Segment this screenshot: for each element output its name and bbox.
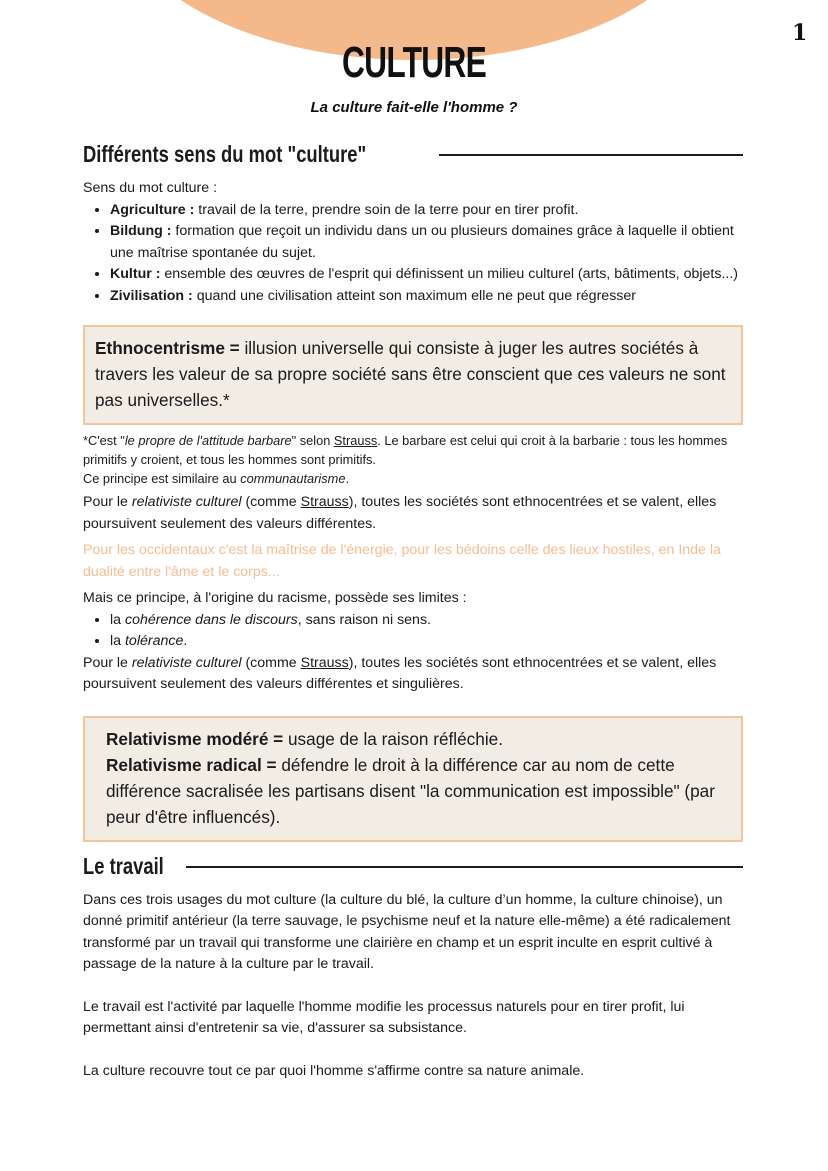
footnote-paragraph: *C'est "le propre de l'attitude barbare" selon Strauss. Le barbare est celui qui croit à la barbarie : tous les hommes primitifs y croient, et tous les hommes sont primitifs.: [83, 433, 728, 467]
list-item: [110, 200, 743, 222]
section-heading-text: Différents sens du mot "culture": [83, 141, 367, 168]
limits-list: [83, 610, 743, 653]
page-subtitle: La culture fait-elle l'homme ?: [310, 99, 518, 116]
travail-paragraph: Dans ces trois usages du mot culture (la culture du blé, la culture d’un homme, la culture chinoise), un donné primitif antérieur (la terre sauvage, le psychisme neuf et la nature elle-même) a été radicalement transformé par un travail qui transforme une clairière en champ et un esprit inculte en esprit cultivé à passage de la nature à la culture par le travail.: [83, 891, 731, 972]
page-title: CULTURE: [342, 38, 486, 87]
author-name: Strauss: [300, 654, 349, 671]
relativism-paragraph: Pour le relativiste culturel (comme Strauss), toutes les sociétés sont ethnocentrées et se valent, elles poursuivent seulement des valeurs différentes.: [83, 494, 717, 532]
definition-box-relativisme: [83, 716, 743, 842]
travail-paragraph: Le travail est l'activité par laquelle l'homme modifie les processus naturels pour en tirer profit, lui permettant ainsi d'entretenir sa vie, d'assurer sa subsistance.: [83, 998, 685, 1036]
author-name: Strauss: [333, 433, 378, 448]
footnote-paragraph: Ce principe est similaire au communautarisme.: [83, 471, 350, 486]
section-heading-text: Le travail: [83, 852, 164, 879]
term: Agriculture :: [110, 201, 195, 218]
travail-paragraph: La culture recouvre tout ce par quoi l'homme s'affirme contre sa nature animale.: [83, 1062, 585, 1079]
definition-line: Relativisme radical = défendre le droit à la différence car au nom de cette différence sacralisée les partisans disent "la communication est impossible" (par peur d'être influencés).: [106, 754, 715, 827]
section-heading-travail: [83, 850, 743, 884]
list-item: [110, 264, 743, 286]
definition: travail de la terre, prendre soin de la terre pour en tirer profit.: [194, 201, 579, 218]
definition: ensemble des œuvres de l'esprit qui définissent un milieu culturel (arts, bâtiments, objets...): [160, 266, 738, 282]
term: Bildung :: [110, 223, 172, 239]
definition-line: Relativisme modéré = usage de la raison réfléchie.: [106, 728, 503, 749]
definition: quand une civilisation atteint son maximum elle ne peut que régresser: [192, 287, 636, 304]
definition: formation que reçoit un individu dans un ou plusieurs domaines grâce à laquelle il obtient une maîtrise spontanée du sujet.: [110, 223, 734, 261]
page-number: 1: [792, 20, 808, 46]
section-heading-meanings: [83, 138, 743, 172]
definition-box-ethnocentrisme: [83, 325, 743, 425]
footnote: [83, 431, 743, 488]
relativism-paragraph-2: Pour le relativiste culturel (comme Strauss), toutes les sociétés sont ethnocentrées et se valent, elles poursuivent seulement des valeurs différentes et singulières.: [83, 654, 717, 692]
term: Ethnocentrisme =: [95, 338, 240, 358]
list-item: [110, 286, 743, 308]
heading-rule: [186, 866, 743, 868]
limits-intro: Mais ce principe, à l'origine du racisme, possède ses limites :: [83, 590, 467, 606]
examples-paragraph: Pour les occidentaux c'est la maîtrise de l'énergie, pour les bédoins celle des lieux hostiles, en Inde la dualité entre l'âme et le corps...: [83, 542, 721, 580]
author-name: Strauss: [300, 494, 349, 510]
meanings-list: [83, 200, 743, 308]
meanings-intro: Sens du mot culture :: [83, 180, 218, 196]
definition: illusion universelle qui consiste à juger les autres sociétés à travers les valeur de sa propre société sans être conscient que ces valeurs ne sont pas universelles.*: [95, 338, 726, 410]
list-item: [110, 221, 743, 264]
list-item: • la tolérance.: [110, 631, 743, 653]
term: Zivilisation :: [110, 287, 193, 304]
term: Kultur :: [110, 266, 161, 282]
document-body: [83, 138, 743, 1082]
list-item: • la cohérence dans le discours, sans raison ni sens.: [110, 610, 743, 632]
heading-rule: [439, 154, 743, 156]
